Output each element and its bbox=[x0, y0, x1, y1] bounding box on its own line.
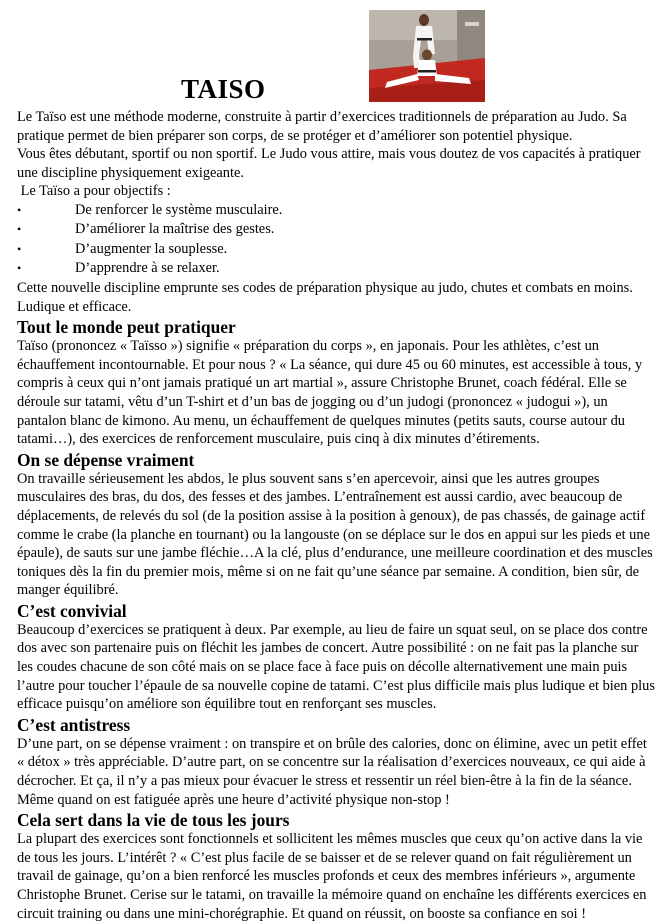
page-title: TAISO bbox=[181, 74, 266, 104]
objective-text: De renforcer le système musculaire. bbox=[75, 201, 283, 218]
section-text: D’une part, on se dépense vraiment : on transpire et on brûle des calories, donc on élimine, avec un petit effet « détox » très appréciable. D’autre part, on se concentre sur la réalisation d’exercices nouveaux, ce qui aide à décrocher. Et ça, il n’y a pas mieux pour évacuer le stress et ressentir un réel bien-être à la fin de la séance. Même quand on est fatiguée après une heure d’activité physique non-stop ! bbox=[17, 735, 647, 808]
bullet-icon: • bbox=[17, 222, 22, 237]
section-text: Beaucoup d’exercices se pratiquent à deux. Par exemple, au lieu de faire un squat seul, on se place dos contre dos avec son partenaire puis on fléchit les jambes de concert. Autre possibilité : on ne fait pas la planche sur les coudes chacune de son côté mais on se place face à face puis on décolle alternativement une main puis l’autre pour toucher l’épaule de sa nouvelle copine de tatami. C’est plus difficile mais plus ludique et bien plus efficace puisqu’on améliore son équilibre tout en renforçant ses muscles. bbox=[17, 621, 655, 713]
bullet-icon: • bbox=[17, 241, 22, 256]
section-heading: C’est antistress bbox=[17, 714, 131, 735]
intro-paragraph: Vous êtes débutant, sportif ou non sportif. Le Judo vous attire, mais vous doutez de vos capacités à pratiquer une discipline physiquement exigeante. bbox=[17, 146, 641, 181]
list-item bbox=[17, 259, 657, 279]
section-text: Taïso (prononcez « Taïsso ») signifie « préparation du corps », en japonais. Pour les athlètes, c’est un échauffement incontournable. Et pour nous ? « La séance, qui dure 45 ou 60 minutes, est accessible à tous, y compris à ceux qui n’ont jamais pratiqué un art martial », assure Christophe Brunet, coach fédéral. Elle se déroule sur tatami, vêtu d’un T-shirt et d’un bas de jogging ou d’un judogi (prononcez « judogui »), un pantalon blanc de kimono. Au menu, un échauffement de quelques minutes (petits sauts, course autour du tatami…), des exercices de renforcement musculaire, puis cinq à dix minutes d’étirements. bbox=[17, 338, 643, 448]
section-text: La plupart des exercices sont fonctionnels et sollicitent les mêmes muscles que ceux qu’on active dans la vie de tous les jours. L’intérêt ? « C’est plus facile de se baisser et de se relever quand on fait régulièrement un travail de gainage, qu’on a bien renforcé les muscles profonds et ceux des membres inférieurs », argumente Christophe Brunet. Cerise sur le tatami, on travaille la mémoire quand on enchaîne les différents exercices en circuit training ou dans une mini-chorégraphie. Et quand on réussit, on booste sa confiance en soi ! bbox=[17, 831, 647, 922]
objective-text: D’apprendre à se relaxer. bbox=[75, 260, 220, 277]
article-body bbox=[17, 108, 657, 923]
section-heading: C’est convivial bbox=[17, 600, 127, 621]
objective-text: D’augmenter la souplesse. bbox=[75, 240, 228, 257]
section-heading: On se dépense vraiment bbox=[17, 449, 195, 470]
judo-photo-illustration bbox=[369, 10, 485, 102]
list-item bbox=[17, 220, 657, 240]
intro-closing: Cette nouvelle discipline emprunte ses codes de préparation physique au judo, chutes et combats en moins. Ludique et efficace. bbox=[17, 279, 633, 315]
intro-paragraph: Le Taïso est une méthode moderne, construite à partir d’exercices traditionnels de préparation au Judo. Sa pratique permet de bien préparer son corps, de se protéger et d’améliorer son potentiel physique. bbox=[17, 109, 627, 144]
bullet-icon: • bbox=[17, 202, 22, 217]
judo-training-photo bbox=[369, 10, 485, 102]
section-heading: Cela sert dans la vie de tous les jours bbox=[17, 810, 290, 831]
objectives-intro: Le Taïso a pour objectifs : bbox=[17, 183, 171, 200]
list-item bbox=[17, 201, 657, 221]
bullet-icon: • bbox=[17, 261, 22, 276]
objectives-list bbox=[17, 201, 657, 279]
section-heading: Tout le monde peut pratiquer bbox=[17, 317, 236, 338]
objective-text: D’améliorer la maîtrise des gestes. bbox=[75, 221, 275, 238]
list-item bbox=[17, 240, 657, 260]
section-text: On travaille sérieusement les abdos, le plus souvent sans s’en apercevoir, ainsi que les autres groupes musculaires des bras, du dos, des fesses et des jambes. L’entraînement est aussi cardio, avec beaucoup de déplacements, de relevés du sol (de la position assise à la position à genoux), de pas chassés, de gainage actif comme le crabe (la planche en tournant) ou la langouste (on se déplace sur le dos en appui sur les pieds et une épaule), de sauts sur une jambe fléchie…A la clé, plus d’endurance, une meilleure coordination et des muscles toniques dès la fin du premier mois, même si on ne fait qu’une séance par semaine. A condition, bien sûr, de manger équilibré. bbox=[17, 470, 653, 599]
